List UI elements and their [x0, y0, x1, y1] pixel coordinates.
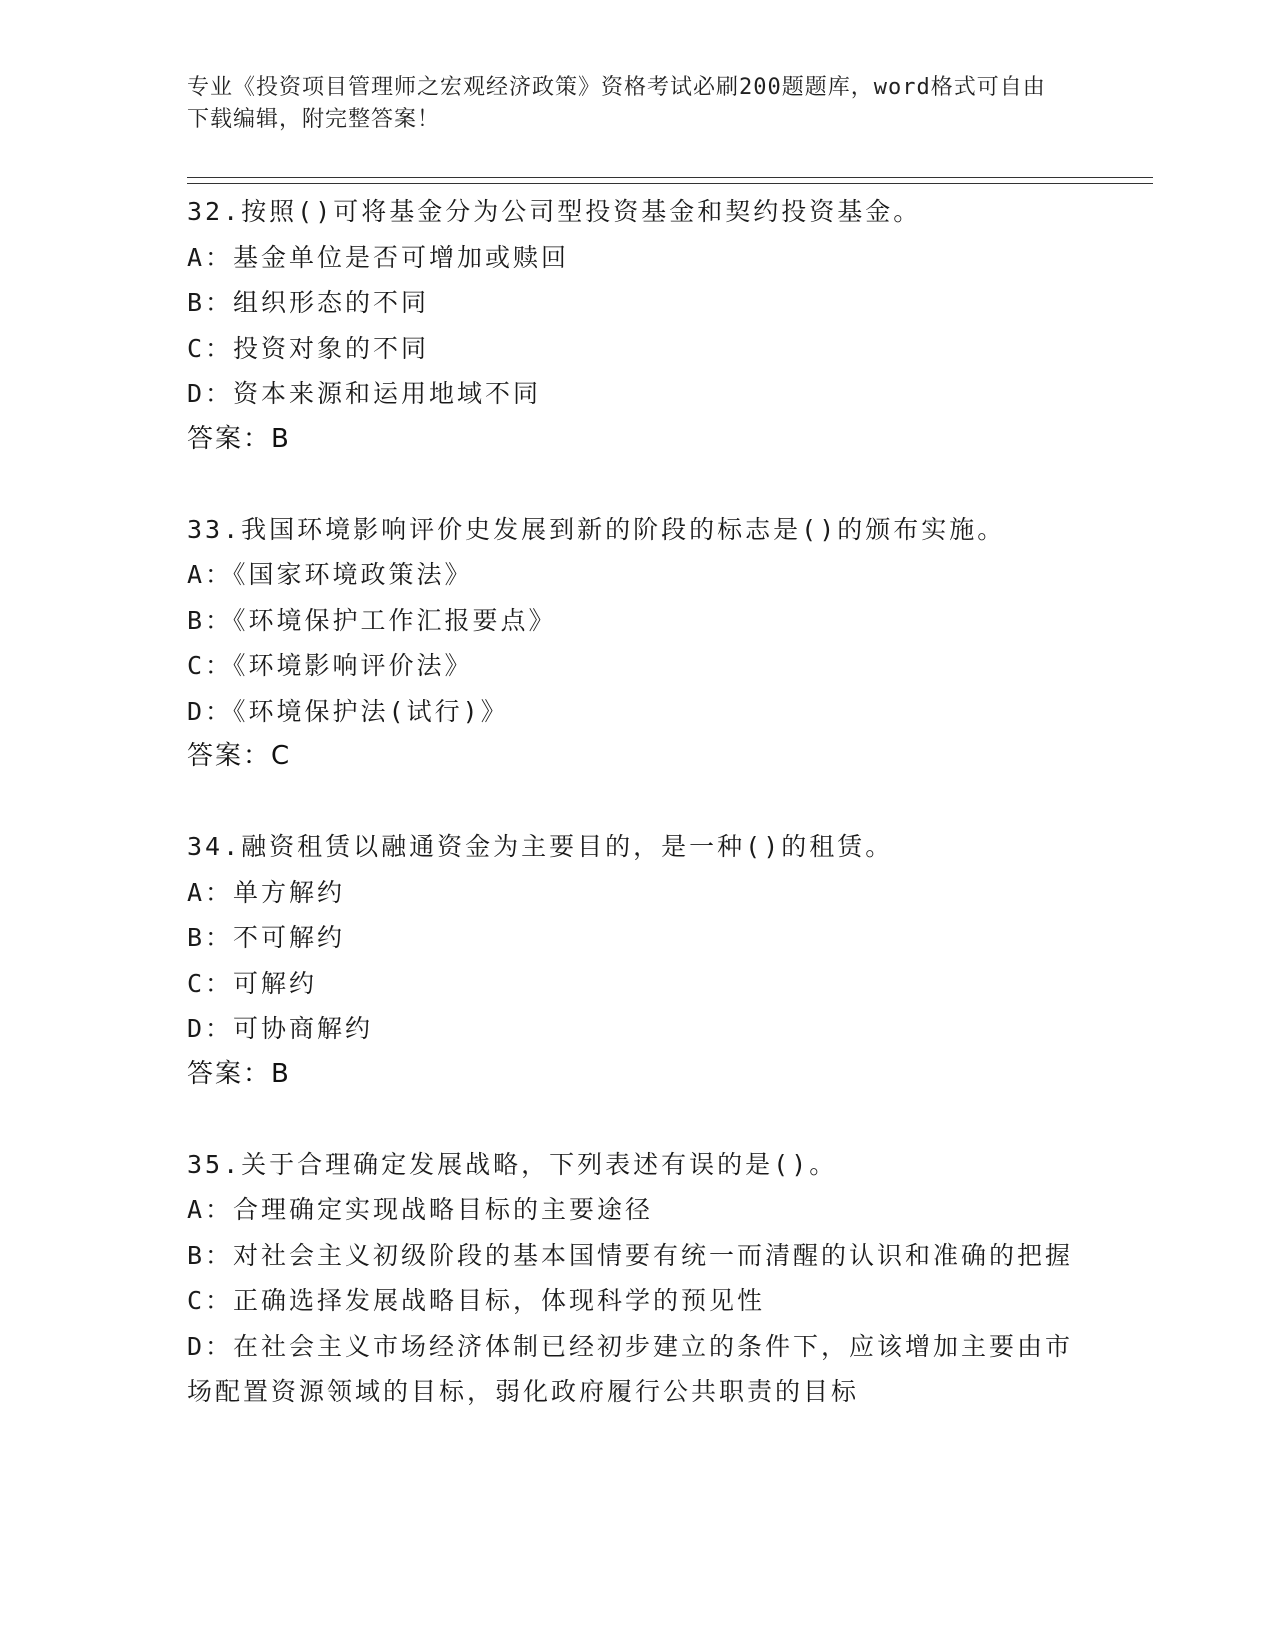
option-d: D：《环境保护法(试行)》 [187, 696, 509, 726]
option-a: A：单方解约 [187, 877, 346, 907]
header-text: 专业《投资项目管理师之宏观经济政策》资格考试必刷200题题库，word格式可自由下载编辑，附完整答案！ [187, 75, 1046, 132]
question-stem: 35.关于合理确定发展战略，下列表述有误的是()。 [187, 1149, 838, 1179]
header-rule-top [187, 177, 1153, 178]
answer-label: 答案：C [187, 741, 292, 771]
question-list [187, 189, 1077, 1461]
question-stem: 33.我国环境影响评价史发展到新的阶段的标志是()的颁布实施。 [187, 514, 1006, 544]
option-b: B：《环境保护工作汇报要点》 [187, 605, 557, 635]
question-35 [187, 1142, 1077, 1415]
option-b: B：对社会主义初级阶段的基本国情要有统一而清醒的认识和准确的把握 [187, 1240, 1074, 1270]
option-a: A：基金单位是否可增加或赎回 [187, 242, 570, 272]
option-c: C：投资对象的不同 [187, 333, 430, 363]
question-stem: 34.融资租赁以融通资金为主要目的，是一种()的租赁。 [187, 832, 894, 861]
option-c: C：正确选择发展战略目标，体现科学的预见性 [187, 1286, 766, 1315]
question-stem: 32.按照()可将基金分为公司型投资基金和契约投资基金。 [187, 197, 922, 226]
option-c: C：《环境影响评价法》 [187, 651, 473, 680]
question-32 [187, 189, 1077, 461]
answer-label: 答案：B [187, 423, 291, 454]
question-34 [187, 824, 1077, 1096]
answer-label: 答案：B [187, 1058, 291, 1089]
option-b: B：组织形态的不同 [187, 288, 430, 317]
option-d: D：在社会主义市场经济体制已经初步建立的条件下，应该增加主要由市场配置资源领域的目标，弱化政府履行公共职责的目标 [187, 1331, 1074, 1406]
question-33 [187, 507, 1077, 779]
option-c: C：可解约 [187, 968, 318, 998]
option-d: D：可协商解约 [187, 1014, 374, 1043]
header-rule-bottom [187, 183, 1153, 184]
document-header [187, 72, 1067, 136]
option-d: D：资本来源和运用地域不同 [187, 379, 542, 408]
option-a: A：《国家环境政策法》 [187, 560, 473, 589]
option-b: B：不可解约 [187, 923, 346, 952]
option-a: A：合理确定实现战略目标的主要途径 [187, 1195, 654, 1224]
